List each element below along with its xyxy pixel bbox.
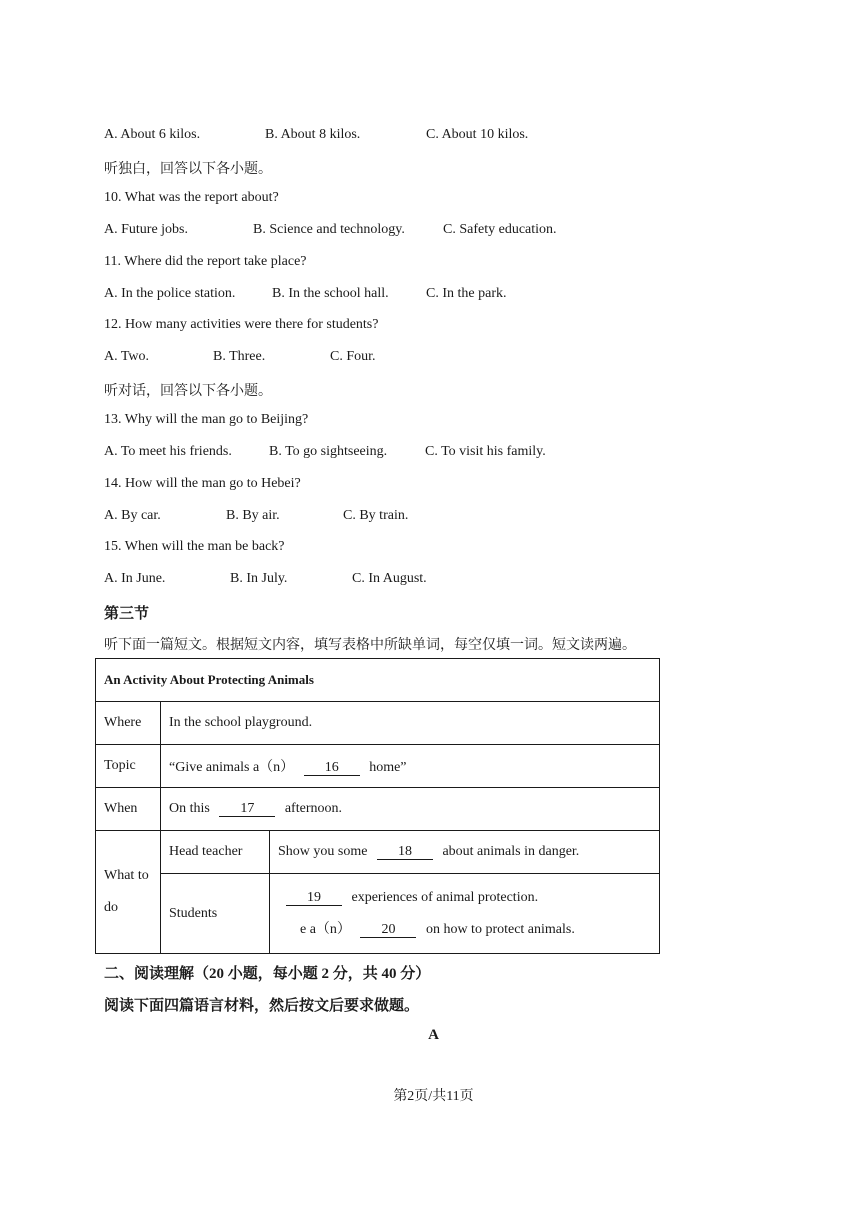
page-footer: 第2页/共11页: [393, 1089, 474, 1104]
q11-option-c: C. In the park.: [426, 286, 507, 301]
head-post: about animals in danger.: [442, 844, 580, 859]
q10-question: 10. What was the report about?: [104, 190, 279, 205]
when-pre: On this: [169, 801, 210, 816]
topic-value: [161, 745, 660, 788]
q10-options: [104, 222, 557, 238]
q12-question: 12. How many activities were there for students?: [104, 317, 379, 332]
what-to-do-label: [96, 831, 161, 954]
q12-option-c: C. Four.: [330, 349, 376, 364]
head-pre: Show you some: [278, 844, 368, 859]
q14-options: [104, 508, 408, 524]
q11-question: 11. Where did the report take place?: [104, 254, 307, 269]
q14-option-b: B. By air.: [226, 508, 280, 523]
q15-option-b: B. In July.: [230, 571, 288, 586]
q9-option-a: A. About 6 kilos.: [104, 127, 201, 142]
students-value: [270, 874, 660, 954]
blank-19[interactable]: 19: [286, 891, 342, 906]
topic-post: home”: [369, 760, 407, 775]
q11-option-b: B. In the school hall.: [272, 286, 389, 301]
q13-question: 13. Why will the man go to Beijing?: [104, 412, 309, 427]
when-label: When: [96, 788, 161, 831]
students-line2-pre: e a（n）: [300, 921, 351, 937]
blank-16[interactable]: 16: [304, 761, 360, 776]
where-label: Where: [96, 702, 161, 745]
when-post: afternoon.: [284, 801, 342, 816]
students-label: Students: [161, 874, 270, 954]
blank-20[interactable]: 20: [360, 923, 416, 938]
q12-option-b: B. Three.: [213, 349, 266, 364]
q9-option-b: B. About 8 kilos.: [265, 127, 361, 142]
q11-options: [104, 286, 506, 302]
students-line1: [286, 882, 659, 914]
what-to-do-line1: What to: [104, 868, 149, 883]
students-line2: [286, 914, 659, 946]
table-title: An Activity About Protecting Animals: [96, 659, 660, 702]
q14-question: 14. How will the man go to Hebei?: [104, 476, 301, 491]
q12-option-a: A. Two.: [104, 349, 150, 364]
part2-heading: 二、阅读理解（20 小题，每小题 2 分，共 40 分）: [104, 966, 431, 982]
instruction-dialogue: 听对话，回答以下各小题。: [104, 384, 272, 399]
q12-options: [104, 349, 376, 365]
head-teacher-value: [270, 831, 660, 874]
section-a-title: A: [428, 1027, 439, 1043]
q15-question: 15. When will the man be back?: [104, 539, 285, 554]
students-line2-post: on how to protect animals.: [425, 921, 575, 937]
head-teacher-label: Head teacher: [161, 831, 270, 874]
topic-label: Topic: [96, 745, 161, 788]
topic-pre: “Give animals a（n）: [169, 760, 295, 775]
blank-17[interactable]: 17: [219, 802, 275, 817]
where-value: In the school playground.: [161, 702, 660, 745]
q11-option-a: A. In the police station.: [104, 286, 236, 301]
part2-instruction: 阅读下面四篇语言材料，然后按文后要求做题。: [104, 998, 420, 1014]
section3-instruction: 听下面一篇短文。根据短文内容，填写表格中所缺单词，每空仅填一词。短文读两遍。: [104, 638, 636, 653]
q9-options: [104, 127, 528, 143]
q9-option-c: C. About 10 kilos.: [426, 127, 529, 142]
q10-option-b: B. Science and technology.: [253, 222, 405, 237]
q13-options: [104, 444, 546, 460]
q15-options: [104, 571, 427, 587]
activity-table: [95, 658, 660, 954]
blank-18[interactable]: 18: [377, 845, 433, 860]
students-line1-post: experiences of animal protection.: [351, 889, 539, 905]
what-to-do-line2: do: [104, 900, 118, 915]
q14-option-a: A. By car.: [104, 508, 161, 523]
when-value: [161, 788, 660, 831]
q13-option-a: A. To meet his friends.: [104, 444, 232, 459]
instruction-monologue: 听独白，回答以下各小题。: [104, 162, 272, 177]
q15-option-c: C. In August.: [352, 571, 427, 586]
section3-title: 第三节: [104, 606, 150, 622]
q13-option-b: B. To go sightseeing.: [269, 444, 388, 459]
q10-option-a: A. Future jobs.: [104, 222, 188, 237]
q10-option-c: C. Safety education.: [443, 222, 557, 237]
q13-option-c: C. To visit his family.: [425, 444, 546, 459]
q14-option-c: C. By train.: [343, 508, 409, 523]
q15-option-a: A. In June.: [104, 571, 166, 586]
